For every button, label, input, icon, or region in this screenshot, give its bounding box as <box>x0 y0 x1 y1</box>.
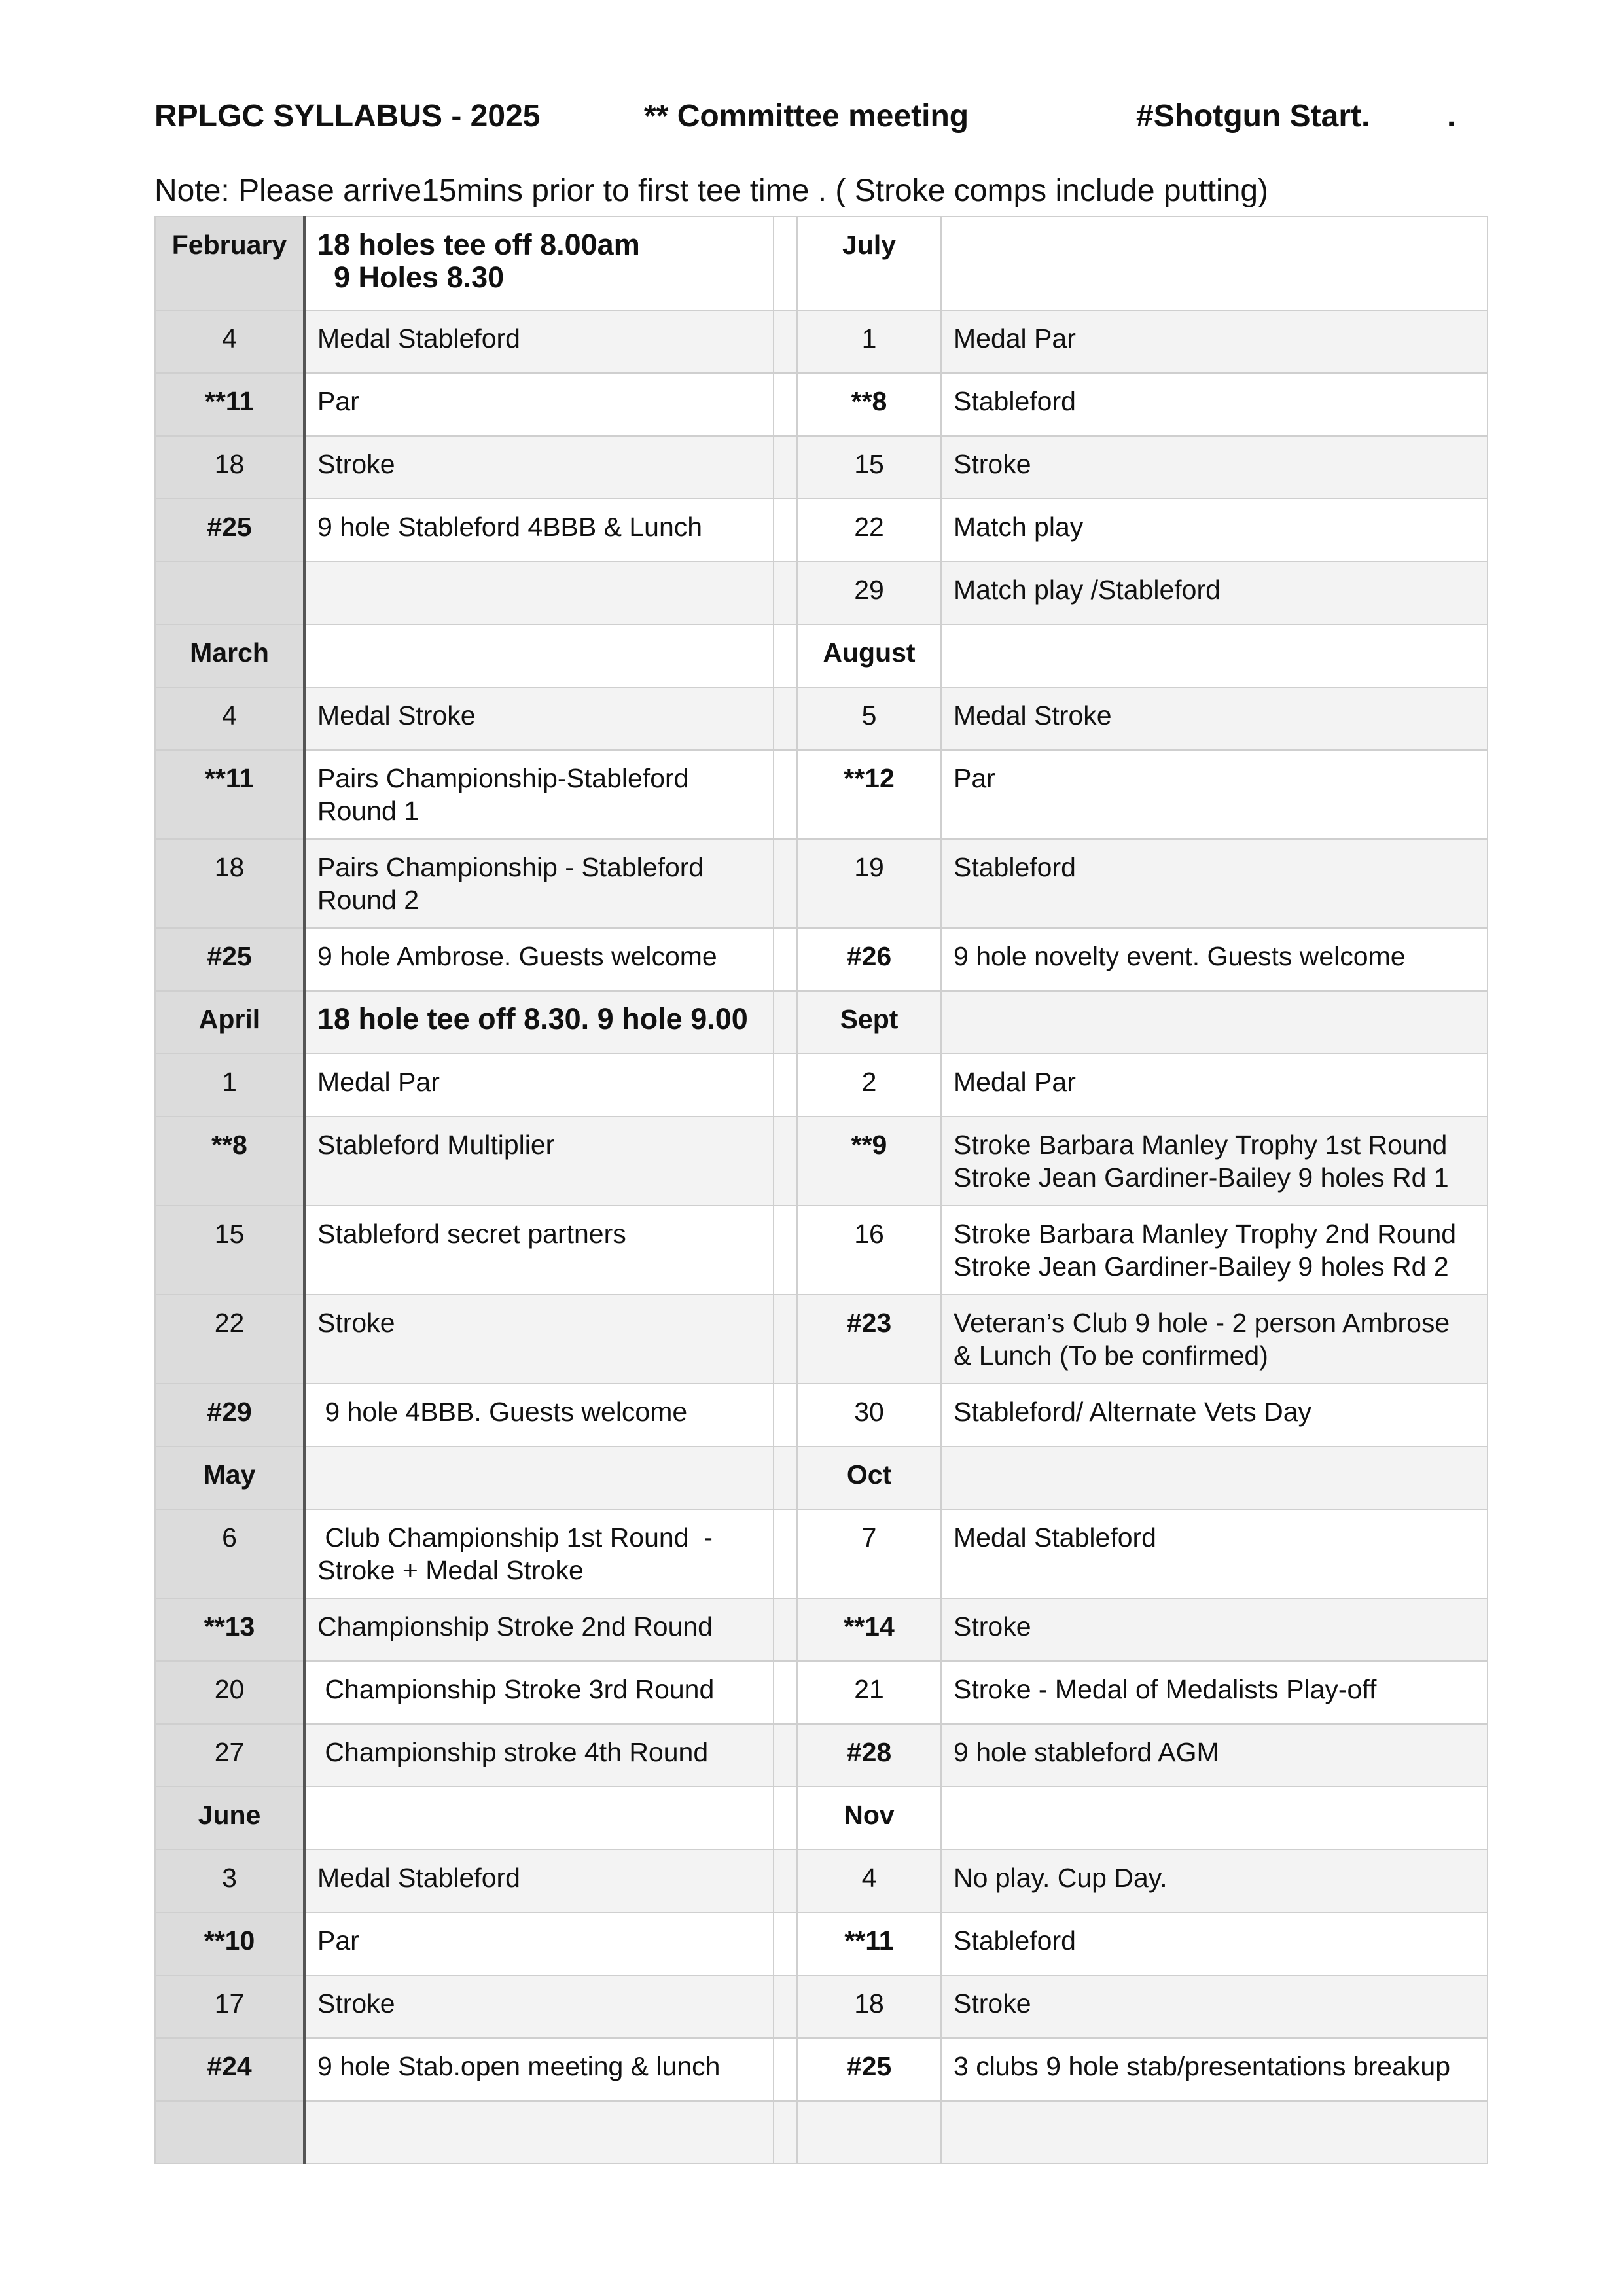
date-left: June <box>155 1787 304 1850</box>
date-left: **11 <box>155 750 304 839</box>
date-right: August <box>797 624 941 687</box>
date-left: 20 <box>155 1661 304 1724</box>
schedule-row <box>155 1724 1488 1787</box>
schedule-row <box>155 1787 1488 1850</box>
event-right <box>941 217 1488 310</box>
event-left: Medal Stableford <box>304 310 774 373</box>
date-right: July <box>797 217 941 310</box>
schedule-row <box>155 1117 1488 1206</box>
schedule-row <box>155 839 1488 928</box>
event-left <box>304 2101 774 2164</box>
schedule-row <box>155 1384 1488 1446</box>
schedule-row <box>155 1446 1488 1509</box>
event-left: 18 hole tee off 8.30. 9 hole 9.00 <box>304 991 774 1054</box>
date-right: 15 <box>797 436 941 499</box>
event-right: 9 hole novelty event. Guests welcome <box>941 928 1488 991</box>
date-left: #25 <box>155 928 304 991</box>
event-left: 9 hole Ambrose. Guests welcome <box>304 928 774 991</box>
date-right: Oct <box>797 1446 941 1509</box>
event-right: Stableford <box>941 839 1488 928</box>
column-gap <box>774 1384 797 1446</box>
event-right: No play. Cup Day. <box>941 1850 1488 1912</box>
schedule-row <box>155 1054 1488 1117</box>
event-right: 9 hole stableford AGM <box>941 1724 1488 1787</box>
event-left: Stableford Multiplier <box>304 1117 774 1206</box>
date-left: **13 <box>155 1598 304 1661</box>
date-right: #28 <box>797 1724 941 1787</box>
schedule-row <box>155 217 1488 310</box>
column-gap <box>774 750 797 839</box>
event-right: Medal Stroke <box>941 687 1488 750</box>
schedule-row <box>155 1509 1488 1598</box>
event-left: Stroke <box>304 1295 774 1384</box>
schedule-row <box>155 1598 1488 1661</box>
event-left: 9 hole Stab.open meeting & lunch <box>304 2038 774 2101</box>
event-left: Championship Stroke 2nd Round <box>304 1598 774 1661</box>
column-gap <box>774 310 797 373</box>
date-left: **11 <box>155 373 304 436</box>
schedule-row <box>155 1206 1488 1295</box>
date-left: 18 <box>155 436 304 499</box>
committee-legend: ** Committee meeting <box>644 99 969 134</box>
date-right: 18 <box>797 1975 941 2038</box>
date-left: #29 <box>155 1384 304 1446</box>
column-gap <box>774 499 797 562</box>
event-right: Stroke <box>941 1598 1488 1661</box>
date-right: **8 <box>797 373 941 436</box>
event-left: 9 hole Stableford 4BBB & Lunch <box>304 499 774 562</box>
event-right: Stroke <box>941 1975 1488 2038</box>
schedule-row <box>155 1850 1488 1912</box>
column-gap <box>774 436 797 499</box>
schedule-row <box>155 2101 1488 2164</box>
column-gap <box>774 687 797 750</box>
schedule-row <box>155 562 1488 624</box>
date-right: 7 <box>797 1509 941 1598</box>
date-right: Nov <box>797 1787 941 1850</box>
syllabus-table <box>154 216 1488 2164</box>
date-right: 29 <box>797 562 941 624</box>
event-right: Stableford <box>941 373 1488 436</box>
event-left <box>304 1446 774 1509</box>
column-gap <box>774 1117 797 1206</box>
event-right: Medal Par <box>941 1054 1488 1117</box>
date-left: **8 <box>155 1117 304 1206</box>
date-left: February <box>155 217 304 310</box>
date-right: **12 <box>797 750 941 839</box>
date-left: 4 <box>155 310 304 373</box>
date-left: 17 <box>155 1975 304 2038</box>
event-right <box>941 624 1488 687</box>
event-right: Medal Stableford <box>941 1509 1488 1598</box>
column-gap <box>774 1724 797 1787</box>
event-left <box>304 624 774 687</box>
column-gap <box>774 1787 797 1850</box>
event-right: 3 clubs 9 hole stab/presentations breakup <box>941 2038 1488 2101</box>
date-left: April <box>155 991 304 1054</box>
schedule-row <box>155 1975 1488 2038</box>
schedule-row <box>155 1912 1488 1975</box>
column-gap <box>774 1446 797 1509</box>
event-left: Medal Par <box>304 1054 774 1117</box>
shotgun-legend: #Shotgun Start. <box>1136 99 1370 134</box>
date-left: March <box>155 624 304 687</box>
schedule-row <box>155 750 1488 839</box>
column-gap <box>774 1206 797 1295</box>
column-gap <box>774 2038 797 2101</box>
column-gap <box>774 928 797 991</box>
date-right: 21 <box>797 1661 941 1724</box>
date-left: 18 <box>155 839 304 928</box>
event-right: Stroke Barbara Manley Trophy 1st Round Stroke Jean Gardiner-Bailey 9 holes Rd 1 <box>941 1117 1488 1206</box>
event-left <box>304 1787 774 1850</box>
date-right: #26 <box>797 928 941 991</box>
schedule-row <box>155 687 1488 750</box>
date-left: 3 <box>155 1850 304 1912</box>
column-gap <box>774 373 797 436</box>
date-left: #24 <box>155 2038 304 2101</box>
date-left: 6 <box>155 1509 304 1598</box>
event-right: Medal Par <box>941 310 1488 373</box>
date-right: 1 <box>797 310 941 373</box>
event-left: Championship Stroke 3rd Round <box>304 1661 774 1724</box>
date-left: 27 <box>155 1724 304 1787</box>
schedule-row <box>155 373 1488 436</box>
column-gap <box>774 1661 797 1724</box>
date-left: 1 <box>155 1054 304 1117</box>
event-left: Medal Stroke <box>304 687 774 750</box>
event-left: Stroke <box>304 436 774 499</box>
date-left: May <box>155 1446 304 1509</box>
header-dot: . <box>1447 99 1456 134</box>
event-left: Par <box>304 1912 774 1975</box>
event-right <box>941 1787 1488 1850</box>
column-gap <box>774 839 797 928</box>
event-right <box>941 1446 1488 1509</box>
column-gap <box>774 217 797 310</box>
event-left <box>304 562 774 624</box>
schedule-row <box>155 624 1488 687</box>
event-left: Championship stroke 4th Round <box>304 1724 774 1787</box>
date-right <box>797 2101 941 2164</box>
syllabus-title: RPLGC SYLLABUS - 2025 <box>154 99 541 134</box>
date-left: 4 <box>155 687 304 750</box>
schedule-row <box>155 436 1488 499</box>
date-right: #23 <box>797 1295 941 1384</box>
event-right: Stroke - Medal of Medalists Play-off <box>941 1661 1488 1724</box>
date-left: **10 <box>155 1912 304 1975</box>
event-right: Match play /Stableford <box>941 562 1488 624</box>
column-gap <box>774 1509 797 1598</box>
event-right <box>941 991 1488 1054</box>
schedule-row <box>155 499 1488 562</box>
arrival-note: Note: Please arrive15mins prior to first tee time . ( Stroke comps include putting) <box>154 173 1269 208</box>
event-left: Medal Stableford <box>304 1850 774 1912</box>
date-right: 22 <box>797 499 941 562</box>
date-left <box>155 562 304 624</box>
event-left: Stableford secret partners <box>304 1206 774 1295</box>
event-right: Par <box>941 750 1488 839</box>
event-right: Stableford/ Alternate Vets Day <box>941 1384 1488 1446</box>
page-header <box>154 98 1489 144</box>
schedule-row <box>155 2038 1488 2101</box>
event-left: Club Championship 1st Round - Stroke + Medal Stroke <box>304 1509 774 1598</box>
schedule-row <box>155 928 1488 991</box>
schedule-row <box>155 991 1488 1054</box>
schedule-row <box>155 1295 1488 1384</box>
date-right: 2 <box>797 1054 941 1117</box>
event-right: Veteran’s Club 9 hole - 2 person Ambrose & Lunch (To be confirmed) <box>941 1295 1488 1384</box>
event-left: Pairs Championship - Stableford Round 2 <box>304 839 774 928</box>
date-right: **11 <box>797 1912 941 1975</box>
column-gap <box>774 1054 797 1117</box>
date-left <box>155 2101 304 2164</box>
event-right: Stableford <box>941 1912 1488 1975</box>
event-right: Stroke Barbara Manley Trophy 2nd Round Stroke Jean Gardiner-Bailey 9 holes Rd 2 <box>941 1206 1488 1295</box>
column-gap <box>774 1975 797 2038</box>
date-left: 15 <box>155 1206 304 1295</box>
date-right: 30 <box>797 1384 941 1446</box>
column-gap <box>774 2101 797 2164</box>
event-left: 9 hole 4BBB. Guests welcome <box>304 1384 774 1446</box>
column-gap <box>774 624 797 687</box>
event-right: Match play <box>941 499 1488 562</box>
date-left: #25 <box>155 499 304 562</box>
schedule-row <box>155 1661 1488 1724</box>
date-right: **9 <box>797 1117 941 1206</box>
column-gap <box>774 991 797 1054</box>
date-left: 22 <box>155 1295 304 1384</box>
event-left: Par <box>304 373 774 436</box>
date-right: 16 <box>797 1206 941 1295</box>
event-left: Stroke <box>304 1975 774 2038</box>
date-right: **14 <box>797 1598 941 1661</box>
syllabus-body <box>155 217 1488 2164</box>
date-right: #25 <box>797 2038 941 2101</box>
date-right: Sept <box>797 991 941 1054</box>
date-right: 5 <box>797 687 941 750</box>
event-left: Pairs Championship-Stableford Round 1 <box>304 750 774 839</box>
event-right: Stroke <box>941 436 1488 499</box>
column-gap <box>774 1295 797 1384</box>
column-gap <box>774 1912 797 1975</box>
date-right: 4 <box>797 1850 941 1912</box>
event-left: 18 holes tee off 8.00am 9 Holes 8.30 <box>304 217 774 310</box>
column-gap <box>774 1598 797 1661</box>
column-gap <box>774 1850 797 1912</box>
date-right: 19 <box>797 839 941 928</box>
schedule-row <box>155 310 1488 373</box>
column-gap <box>774 562 797 624</box>
event-right <box>941 2101 1488 2164</box>
